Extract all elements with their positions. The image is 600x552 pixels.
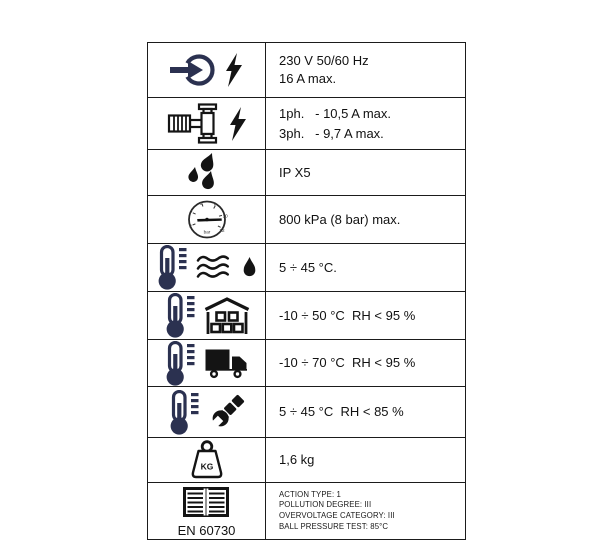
- spec-value: IP X5: [279, 164, 311, 180]
- standard-name-label: EN 60730: [177, 522, 236, 538]
- water-waves-icon: [196, 254, 233, 281]
- gauge-tick-label: 8: [213, 201, 216, 207]
- spec-table: [147, 42, 466, 540]
- value-cell: [265, 387, 465, 438]
- pressure-gauge-icon: [184, 199, 230, 241]
- icon-cell: [148, 438, 265, 483]
- thermometer-icon: [164, 293, 195, 338]
- spec-value: -10 ÷ 70 °C RH < 95 %: [279, 355, 416, 370]
- weight-kg-icon: [184, 440, 230, 480]
- warehouse-icon: [204, 297, 250, 335]
- value-cell: [265, 98, 465, 150]
- spec-value: 1ph. - 10,5 A max.: [279, 105, 392, 121]
- truck-icon: [204, 348, 249, 379]
- value-cell: [265, 438, 465, 483]
- spec-value: ACTION TYPE: 1: [279, 489, 341, 499]
- spec-value: POLLUTION DEGREE: III: [279, 500, 372, 510]
- gauge-tick-label: 10: [222, 212, 228, 218]
- water-drops-icon: [187, 152, 227, 194]
- value-cell: [265, 244, 465, 292]
- value-cell: [265, 150, 465, 196]
- thermometer-icon: [168, 390, 199, 435]
- spec-value: 16 A max.: [279, 71, 337, 86]
- pump-icon: [166, 103, 220, 145]
- icon-cell: [148, 483, 265, 539]
- spec-value: OVERVOLTAGE CATEGORY: III: [279, 511, 395, 520]
- open-book-icon: [181, 485, 231, 521]
- icon-cell: [148, 244, 265, 292]
- lightning-icon: [229, 107, 247, 141]
- droplet-icon: [242, 257, 257, 278]
- value-cell: [265, 340, 465, 387]
- gauge-tick-label: 2: [188, 222, 192, 228]
- gauge-tick-label: 4: [189, 207, 193, 213]
- icon-cell: [148, 98, 265, 150]
- icon-cell: [148, 387, 265, 438]
- icon-cell: [148, 340, 265, 387]
- value-cell: [265, 196, 465, 244]
- spec-value: 5 ÷ 45 °C RH < 85 %: [279, 404, 404, 419]
- spec-value: 230 V 50/60 Hz: [279, 53, 369, 68]
- icon-cell: [148, 43, 265, 98]
- spec-value: 1,6 kg: [279, 452, 315, 467]
- gauge-tick-label: 6: [199, 200, 202, 206]
- kg-badge-label: KG: [200, 461, 213, 472]
- thermometer-icon: [156, 245, 187, 290]
- spec-value: 800 kPa (8 bar) max.: [279, 211, 401, 227]
- spec-value: 5 ÷ 45 °C.: [279, 259, 337, 275]
- icon-cell: [148, 150, 265, 196]
- spec-value: 3ph. - 9,7 A max.: [279, 125, 384, 141]
- standard-icon-stack: [178, 485, 236, 538]
- icon-cell: [148, 196, 265, 244]
- gauge-unit-label: bar: [203, 229, 210, 235]
- value-cell: [265, 292, 465, 340]
- thermometer-icon: [164, 341, 195, 386]
- wrench-icon: [208, 392, 246, 432]
- power-inlet-icon: [170, 51, 216, 89]
- value-cell: [265, 483, 465, 539]
- spec-value: -10 ÷ 50 °C RH < 95 %: [279, 307, 416, 323]
- icon-cell: [148, 292, 265, 340]
- spec-value: BALL PRESSURE TEST: 85°C: [279, 521, 389, 531]
- value-cell: [265, 43, 465, 98]
- lightning-icon: [225, 53, 243, 87]
- gauge-tick-label: 12: [218, 227, 225, 233]
